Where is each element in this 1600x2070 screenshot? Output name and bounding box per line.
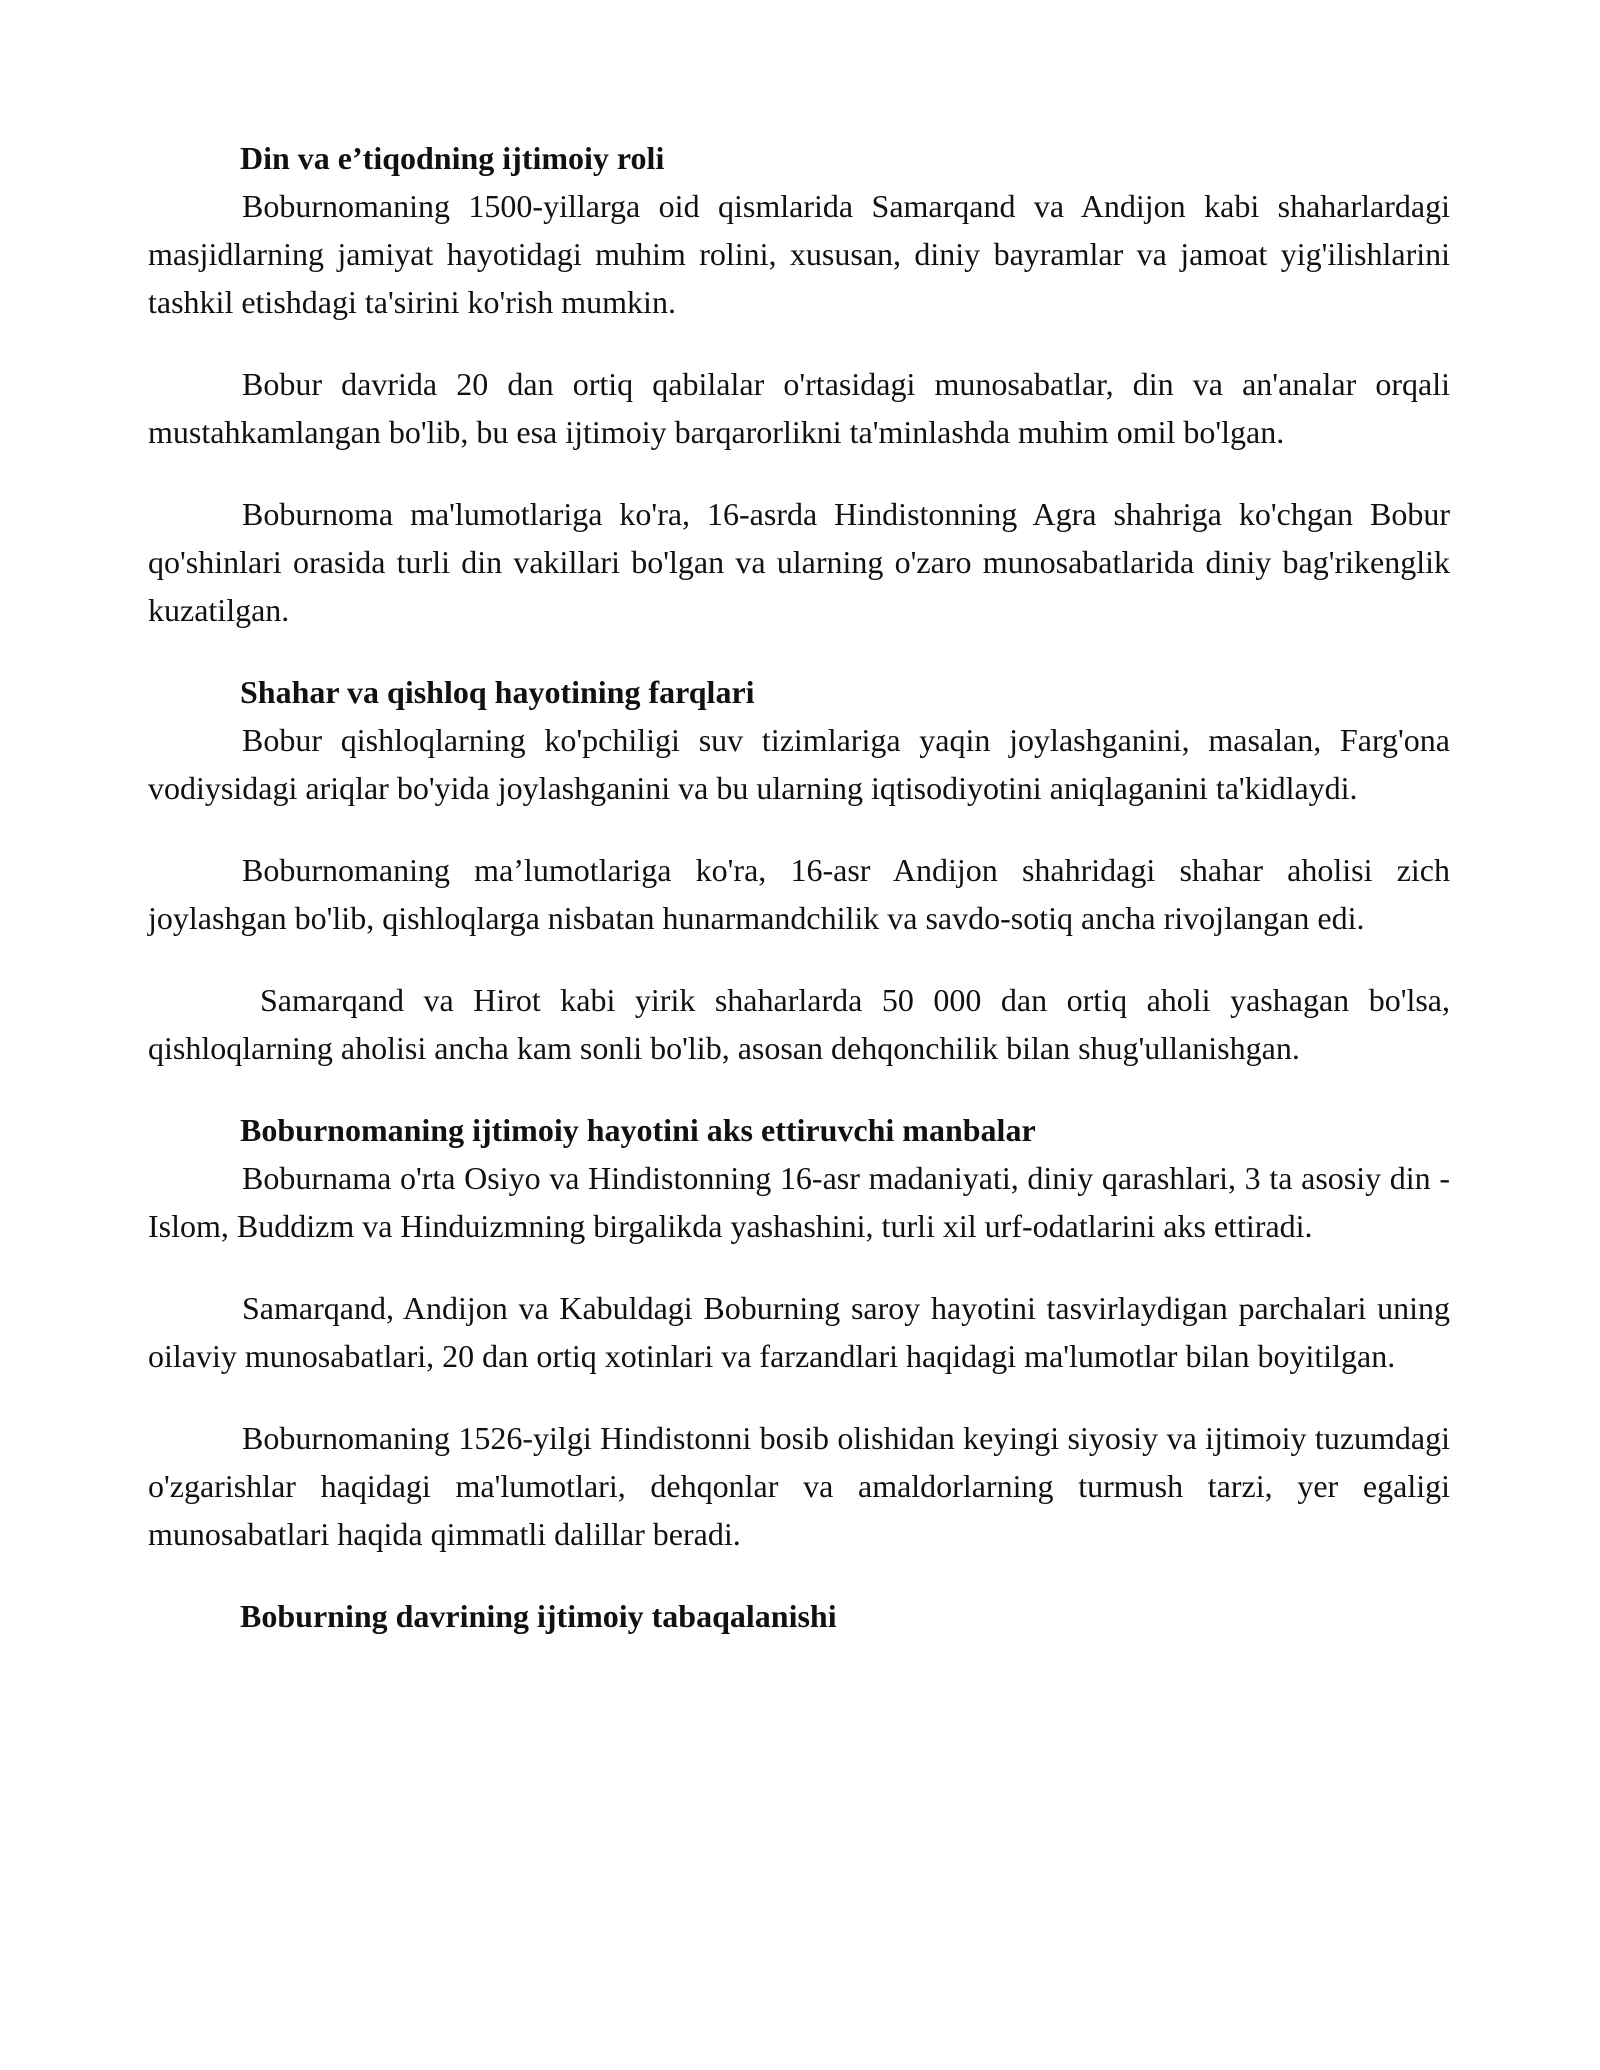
- document-body: [148, 134, 1450, 1640]
- paragraph: Bobur qishloqlarning ko'pchiligi suv tizimlariga yaqin joylashganini, masalan, Farg'ona vodiysidagi ariqlar bo'yida joylashganini va bu ularning iqtisodiyotini aniqlaganini ta'kidlaydi.: [148, 722, 1450, 806]
- section-heading: Boburnomaning ijtimoiy hayotini aks ettiruvchi manbalar: [240, 1112, 1036, 1148]
- paragraph: Boburnoma ma'lumotlariga ko'ra, 16-asrda Hindistonning Agra shahriga ko'chgan Bobur qo'shinlari orasida turli din vakillari bo'lgan va ularning o'zaro munosabatlarida diniy bag'rikenglik kuzatilgan.: [148, 496, 1450, 628]
- section-religion: [148, 134, 1450, 634]
- section-stratification: [148, 1592, 1450, 1640]
- paragraph: Samarqand, Andijon va Kabuldagi Boburning saroy hayotini tasvirlaydigan parchalari uning oilaviy munosabatlari, 20 dan ortiq xotinlari va farzandlari haqidagi ma'lumotlar bilan boyitilgan.: [148, 1290, 1450, 1374]
- paragraph: Boburnama o'rta Osiyo va Hindistonning 16-asr madaniyati, diniy qarashlari, 3 ta asosiy din - Islom, Buddizm va Hinduizmning birgalikda yashashini, turli xil urf-odatlarini aks ettiradi.: [148, 1160, 1450, 1244]
- paragraph: Bobur davrida 20 dan ortiq qabilalar o'rtasidagi munosabatlar, din va an'analar orqali mustahkamlangan bo'lib, bu esa ijtimoiy barqarorlikni ta'minlashda muhim omil bo'lgan.: [148, 366, 1450, 450]
- section-sources: [148, 1106, 1450, 1558]
- paragraph: Samarqand va Hirot kabi yirik shaharlarda 50 000 dan ortiq aholi yashagan bo'lsa, qishloqlarning aholisi ancha kam sonli bo'lib, asosan dehqonchilik bilan shug'ullanishgan.: [148, 982, 1450, 1066]
- paragraph: Boburnomaning 1500-yillarga oid qismlarida Samarqand va Andijon kabi shaharlardagi masjidlarning jamiyat hayotidagi muhim rolini, xususan, diniy bayramlar va jamoat yig'ilishlarini tashkil etishdagi ta'sirini ko'rish mumkin.: [148, 188, 1450, 320]
- section-heading: Din va e’tiqodning ijtimoiy roli: [240, 140, 665, 176]
- paragraph: Boburnomaning 1526-yilgi Hindistonni bosib olishidan keyingi siyosiy va ijtimoiy tuzumdagi o'zgarishlar haqidagi ma'lumotlari, dehqonlar va amaldorlarning turmush tarzi, yer egaligi munosabatlari haqida qimmatli dalillar beradi.: [148, 1420, 1450, 1552]
- section-heading: Boburning davrining ijtimoiy tabaqalanishi: [240, 1598, 837, 1634]
- paragraph: Boburnomaning ma’lumotlariga ko'ra, 16-asr Andijon shahridagi shahar aholisi zich joylashgan bo'lib, qishloqlarga nisbatan hunarmandchilik va savdo-sotiq ancha rivojlangan edi.: [148, 852, 1450, 936]
- section-city-village: [148, 668, 1450, 1072]
- section-heading: Shahar va qishloq hayotining farqlari: [240, 674, 755, 710]
